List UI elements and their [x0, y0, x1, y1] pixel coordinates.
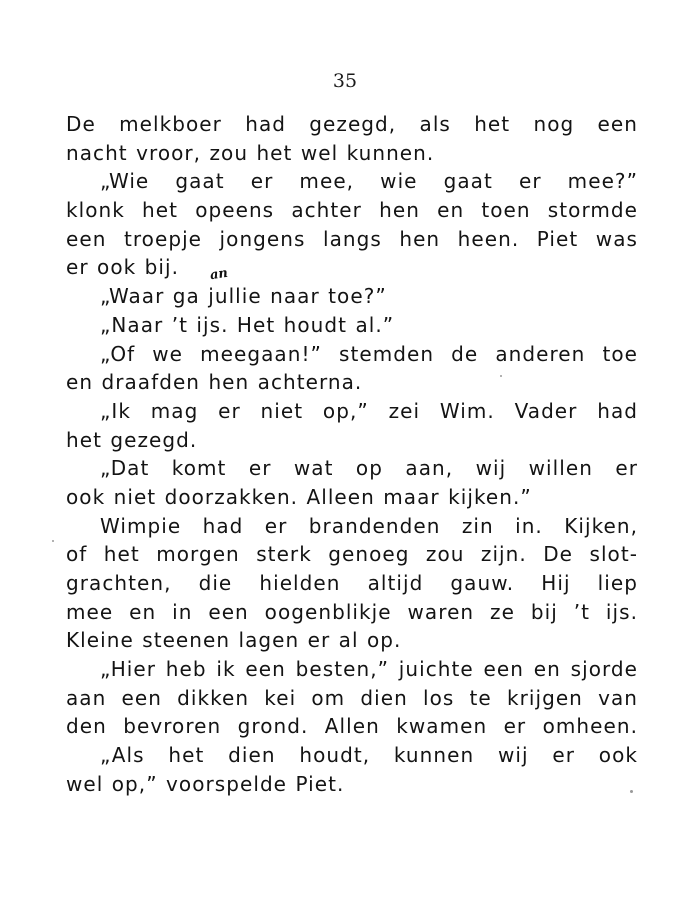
- text-line: „Hier heb ik een besten,” juichte een en sjorde: [100, 657, 638, 682]
- text-line: wel op,” voorspelde Piet.: [66, 771, 345, 796]
- paper-speck: [500, 375, 502, 377]
- handwritten-annotation: an: [209, 265, 229, 284]
- text-line: grachten, die hielden altijd gauw. Hij liep: [66, 571, 638, 595]
- text-line: „Wie gaat er mee, wie gaat er mee?”: [100, 169, 638, 194]
- text-line: Kleine steenen lagen er al op.: [66, 628, 402, 653]
- page-number: 35: [332, 70, 358, 92]
- text-line: „Of we meegaan!” stemden de anderen toe: [100, 341, 638, 366]
- text-line: „Dat komt er wat op aan, wij willen er: [100, 456, 638, 481]
- text-line: ook niet doorzakken. Alleen maar kijken.”: [66, 484, 532, 509]
- body-text: [66, 110, 638, 799]
- text-line: mee en in een oogenblikje waren ze bij ’t ijs.: [66, 599, 638, 624]
- paper-speck: [52, 540, 54, 542]
- text-line: aan een dikken kei om dien los te krijgen van: [66, 685, 638, 710]
- text-line: „Waar ga jullie naar toe?”: [100, 284, 387, 309]
- paper-speck: [630, 790, 633, 793]
- text-line: nacht vroor, zou het wel kunnen.: [66, 140, 435, 165]
- text-line: het gezegd.: [66, 427, 198, 452]
- text-line: den bevroren grond. Allen kwamen er omheen.: [66, 714, 638, 739]
- text-line: Wimpie had er brandenden zin in. Kijken,: [100, 513, 638, 538]
- text-line: „Naar ’t ijs. Het houdt al.”: [100, 312, 395, 337]
- text-line: De melkboer had gezegd, als het nog een: [66, 112, 638, 136]
- text-line: of het morgen sterk genoeg zou zijn. De slot-: [66, 542, 638, 567]
- text-line: „Als het dien houdt, kunnen wij er ook: [100, 743, 638, 768]
- text-line: een troepje jongens langs hen heen. Piet was: [66, 226, 638, 251]
- text-line: „Ik mag er niet op,” zei Wim. Vader had: [100, 398, 638, 423]
- text-line: er ook bij.: [66, 255, 180, 280]
- text-line: klonk het opeens achter hen en toen stormde: [66, 198, 638, 223]
- text-line: en draafden hen achterna.: [66, 370, 363, 395]
